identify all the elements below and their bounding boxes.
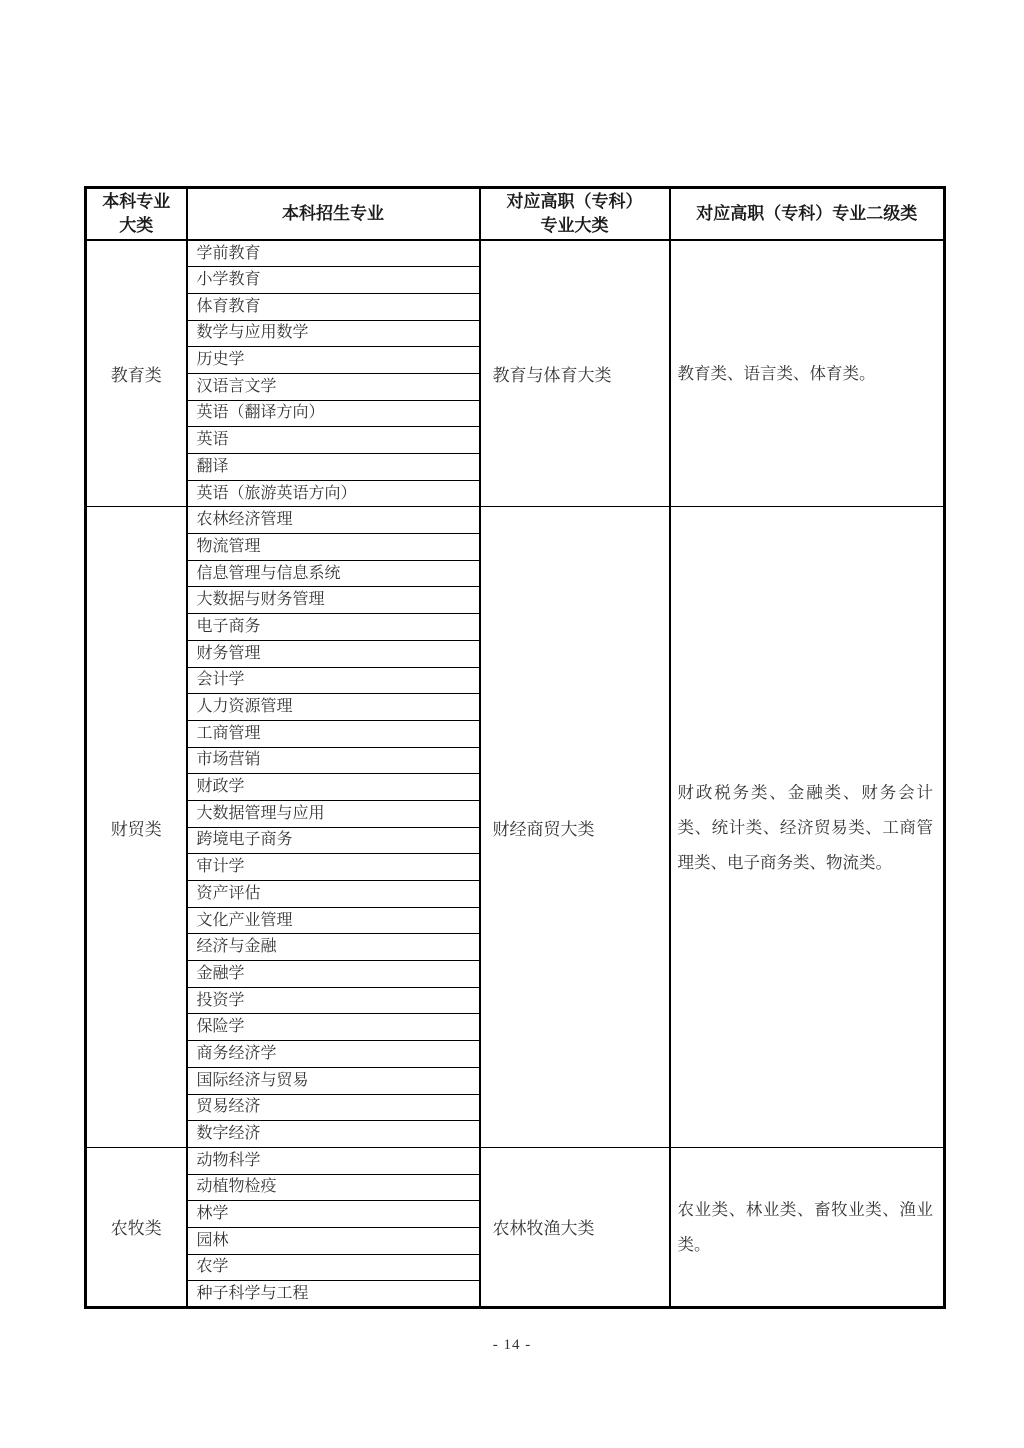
major-cell: 国际经济与贸易 [187, 1067, 480, 1094]
secondary-categories-cell: 教育类、语言类、体育类。 [670, 240, 945, 507]
major-cell: 信息管理与信息系统 [187, 560, 480, 587]
vocational-category-cell: 财经商贸大类 [480, 507, 670, 1148]
major-cell: 历史学 [187, 347, 480, 374]
table-body [86, 240, 945, 1308]
header-line-1: 对应高职（专科） [506, 192, 643, 211]
major-cell: 小学教育 [187, 267, 480, 294]
major-cell: 工商管理 [187, 720, 480, 747]
major-cell: 审计学 [187, 854, 480, 881]
major-cell: 数字经济 [187, 1121, 480, 1148]
major-cell: 林学 [187, 1201, 480, 1228]
table-row [86, 1147, 945, 1174]
major-cell: 数学与应用数学 [187, 320, 480, 347]
major-cell: 学前教育 [187, 240, 480, 267]
major-cell: 财政学 [187, 774, 480, 801]
major-cell: 英语（翻译方向） [187, 400, 480, 427]
header-line-2: 专业大类 [540, 216, 609, 235]
major-cell: 跨境电子商务 [187, 827, 480, 854]
header-vocational-secondary: 对应高职（专科）专业二级类 [670, 188, 945, 241]
major-mapping-table [84, 186, 946, 1309]
major-cell: 英语 [187, 427, 480, 454]
major-cell: 动植物检疫 [187, 1174, 480, 1201]
major-cell: 金融学 [187, 961, 480, 988]
header-undergrad-category [86, 188, 187, 241]
major-cell: 翻译 [187, 454, 480, 481]
header-line-1: 本科专业 [102, 192, 171, 211]
page-number: - 14 - [492, 1337, 532, 1353]
major-cell: 保险学 [187, 1014, 480, 1041]
secondary-categories-cell: 农业类、林业类、畜牧业类、渔业类。 [670, 1147, 945, 1307]
major-cell: 大数据管理与应用 [187, 800, 480, 827]
major-cell: 种子科学与工程 [187, 1281, 480, 1308]
major-cell: 市场营销 [187, 747, 480, 774]
category-cell: 财贸类 [86, 507, 187, 1148]
header-undergrad-majors: 本科招生专业 [187, 188, 480, 241]
header-row [86, 188, 945, 241]
major-cell: 动物科学 [187, 1147, 480, 1174]
major-cell: 英语（旅游英语方向） [187, 480, 480, 507]
major-cell: 农林经济管理 [187, 507, 480, 534]
major-cell: 经济与金融 [187, 934, 480, 961]
major-cell: 资产评估 [187, 881, 480, 908]
table-header [86, 188, 945, 241]
table-row [86, 240, 945, 267]
header-line-2: 大类 [119, 216, 154, 235]
vocational-category-cell: 农林牧渔大类 [480, 1147, 670, 1307]
major-cell: 电子商务 [187, 614, 480, 641]
major-cell: 文化产业管理 [187, 907, 480, 934]
major-cell: 大数据与财务管理 [187, 587, 480, 614]
category-cell: 教育类 [86, 240, 187, 507]
major-cell: 汉语言文学 [187, 373, 480, 400]
major-mapping-table-wrap [84, 186, 946, 1309]
major-cell: 人力资源管理 [187, 694, 480, 721]
major-cell: 园林 [187, 1227, 480, 1254]
major-cell: 财务管理 [187, 640, 480, 667]
major-cell: 农学 [187, 1254, 480, 1281]
secondary-categories-cell: 财政税务类、金融类、财务会计类、统计类、经济贸易类、工商管理类、电子商务类、物流类。 [670, 507, 945, 1148]
header-vocational-category [480, 188, 670, 241]
major-cell: 物流管理 [187, 534, 480, 561]
major-cell: 贸易经济 [187, 1094, 480, 1121]
category-cell: 农牧类 [86, 1147, 187, 1307]
major-cell: 体育教育 [187, 293, 480, 320]
major-cell: 投资学 [187, 987, 480, 1014]
major-cell: 商务经济学 [187, 1041, 480, 1068]
table-row [86, 507, 945, 534]
major-cell: 会计学 [187, 667, 480, 694]
vocational-category-cell: 教育与体育大类 [480, 240, 670, 507]
